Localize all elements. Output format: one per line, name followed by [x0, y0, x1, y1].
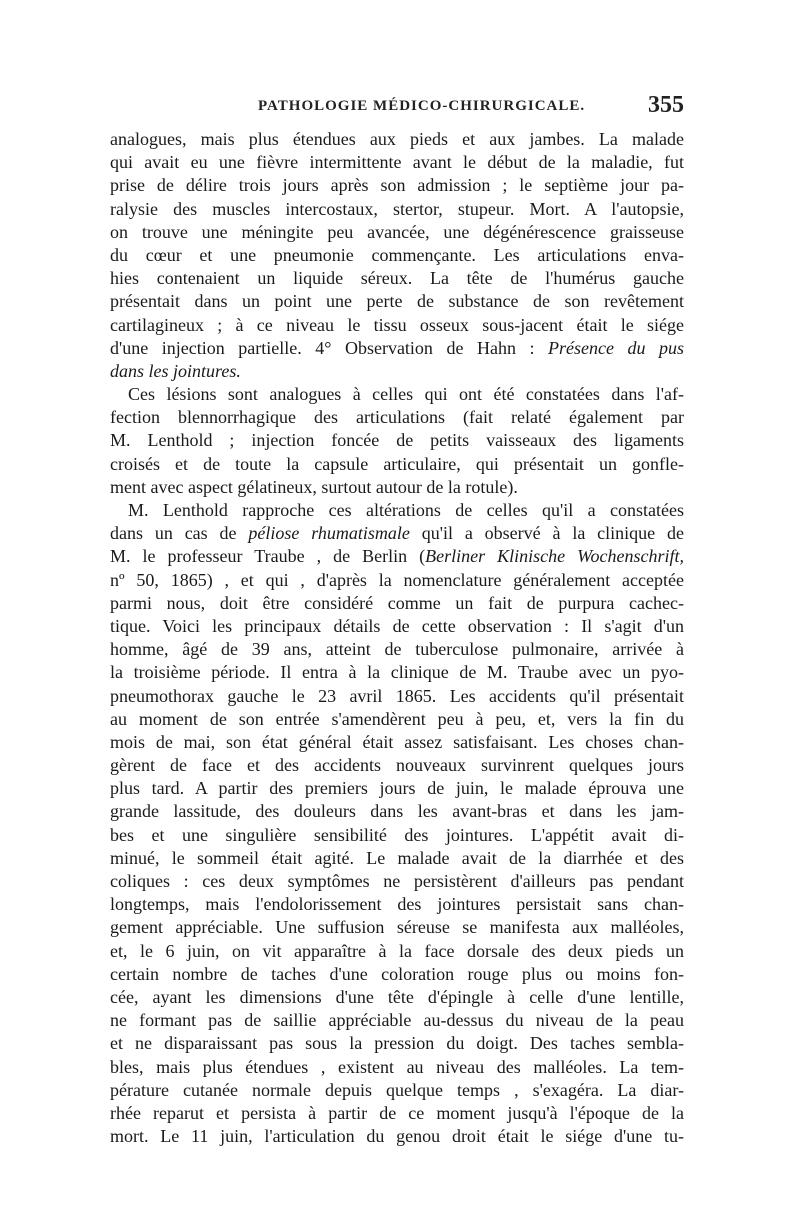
- text-line: cartilagineux ; à ce niveau le tissu osseux sous-jacent était le siége: [110, 314, 684, 335]
- text-line: bes et une singulière sensibilité des jointures. L'appétit avait di-: [110, 824, 684, 845]
- text-line: présentait dans un point une perte de substance de son revêtement: [110, 291, 684, 312]
- text-line: gèrent de face et des accidents nouveaux survinrent quelques jours: [110, 755, 684, 776]
- text-line: [110, 337, 684, 360]
- text-line: gement appréciable. Une suffusion séreuse se manifesta aux malléoles,: [110, 917, 684, 938]
- text-line: homme, âgé de 39 ans, atteint de tuberculose pulmonaire, arrivée à: [110, 639, 684, 660]
- text-line: grande lassitude, des douleurs dans les avant-bras et dans les jam-: [110, 801, 684, 822]
- text-line: croisés et de toute la capsule articulaire, qui présentait un gonfle-: [110, 453, 684, 474]
- text-line: ment avec aspect gélatineux, surtout autour de la rotule).: [110, 476, 518, 497]
- text-line: on trouve une méningite peu avancée, une dégénérescence graisseuse: [110, 221, 684, 242]
- text-line: pneumothorax gauche le 23 avril 1865. Les accidents qu'il présentait: [110, 685, 684, 706]
- text-line: certain nombre de taches d'une coloration rouge plus ou moins fon-: [110, 963, 684, 984]
- italic-title: dans les jointures.: [110, 360, 241, 381]
- text-line: du cœur et une pneumonie commençante. Les articulations enva-: [110, 244, 684, 265]
- text-line: tique. Voici les principaux détails de cette observation : Il s'agit d'un: [110, 615, 684, 636]
- page-header: [110, 92, 684, 124]
- text-line: ralysie des muscles intercostaux, stertor, stupeur. Mort. A l'autopsie,: [110, 198, 684, 219]
- text-line: mois de mai, son état général était assez satisfaisant. Les choses chan-: [110, 731, 684, 752]
- text-span: dans un cas de: [110, 523, 249, 544]
- italic-journal: Berliner Klinische Wochenschrift,: [425, 546, 684, 567]
- page-number: 355: [648, 92, 684, 118]
- running-title: PATHOLOGIE MÉDICO-CHIRURGICALE.: [258, 98, 586, 114]
- text-line: bles, mais plus étendues , existent au niveau des malléoles. La tem-: [110, 1056, 684, 1077]
- text-line: [110, 545, 684, 568]
- italic-term: péliose rhumatismale: [248, 523, 410, 544]
- text-line: et ne disparaissant pas sous la pression du doigt. Des taches sembla-: [110, 1033, 684, 1054]
- text-line: cée, ayant les dimensions d'une tête d'épingle à celle d'une lentille,: [110, 986, 684, 1007]
- text-line: minué, le sommeil était agité. Le malade avait de la diarrhée et des: [110, 847, 684, 868]
- text-line: nº 50, 1865) , et qui , d'après la nomenclature généralement acceptée: [110, 569, 684, 590]
- text-line: plus tard. A partir des premiers jours de juin, le malade éprouva une: [110, 778, 684, 799]
- text-line: prise de délire trois jours après son admission ; le septième jour pa-: [110, 175, 684, 196]
- text-line: et, le 6 juin, on vit apparaître à la face dorsale des deux pieds un: [110, 940, 684, 961]
- italic-title: Présence du pus: [548, 337, 685, 358]
- text-line: Ces lésions sont analogues à celles qui ont été constatées dans l'af-: [128, 384, 684, 405]
- text-line: [110, 360, 684, 383]
- text-line: mort. Le 11 juin, l'articulation du genou droit était le siége d'une tu-: [110, 1126, 684, 1147]
- text-line: hies contenaient un liquide séreux. La tête de l'humérus gauche: [110, 268, 684, 289]
- text-line: analogues, mais plus étendues aux pieds et aux jambes. La malade: [110, 129, 684, 149]
- text-line: coliques : ces deux symptômes ne persistèrent d'ailleurs pas pendant: [110, 871, 684, 891]
- text-line: la troisième période. Il entra à la clinique de M. Traube avec un pyo-: [110, 662, 684, 683]
- text-span: M. le professeur Traube , de Berlin (: [110, 546, 426, 567]
- body-text: [110, 128, 684, 1148]
- text-line: qui avait eu une fièvre intermittente avant le début de la maladie, fut: [110, 152, 684, 173]
- text-line: [110, 522, 684, 545]
- text-line: ne formant pas de saillie appréciable au-dessus du niveau de la peau: [110, 1010, 684, 1031]
- text-span: qu'il a observé à la clinique de: [409, 523, 684, 544]
- text-line: au moment de son entrée s'amendèrent peu à peu, et, vers la fin du: [110, 708, 684, 729]
- text-line: parmi nous, doit être considéré comme un fait de purpura cachec-: [110, 592, 684, 613]
- text-line: M. Lenthold rapproche ces altérations de celles qu'il a constatées: [128, 500, 684, 520]
- text-span: d'une injection partielle. 4° Observation de Hahn :: [110, 337, 548, 358]
- text-line: longtemps, mais l'endolorissement des jointures persistait sans chan-: [110, 894, 684, 915]
- text-line: fection blennorrhagique des articulations (fait relaté également par: [110, 407, 684, 428]
- text-line: M. Lenthold ; injection foncée de petits vaisseaux des ligaments: [110, 430, 684, 451]
- text-line: pérature cutanée normale depuis quelque temps , s'exagéra. La diar-: [110, 1079, 684, 1100]
- text-line: rhée reparut et persista à partir de ce moment jusqu'à l'époque de la: [110, 1102, 684, 1123]
